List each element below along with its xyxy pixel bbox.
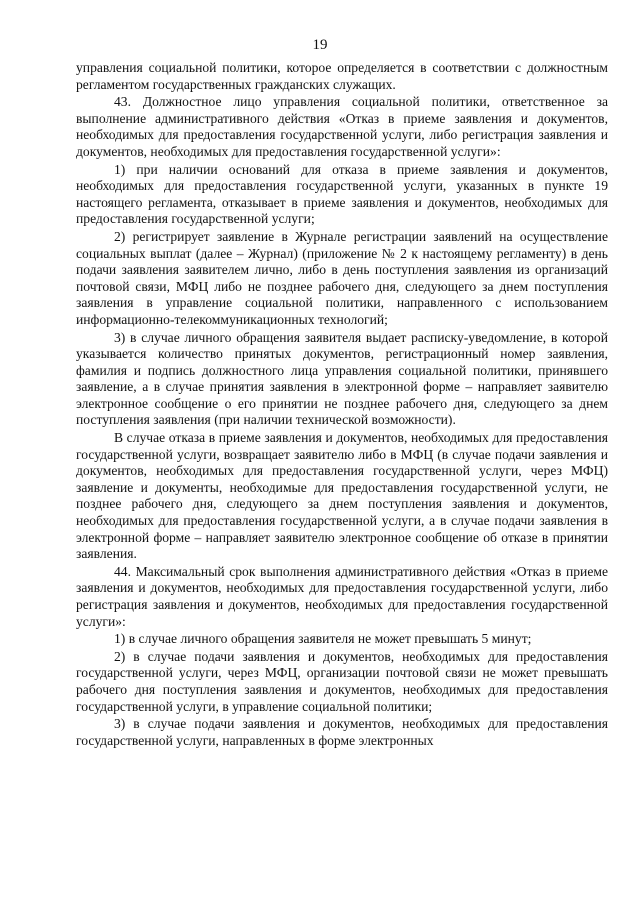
paragraph-44-subitem-1: 1) в случае личного обращения заявителя не может превышать 5 минут; <box>114 631 532 647</box>
paragraph-44-subitem-3: 3) в случае подачи заявления и документов, необходимых для предоставления государственной услуги, направленных в форме электронных <box>76 716 608 748</box>
paragraph-43-subitem-1: 1) при наличии оснований для отказа в приеме заявления и документов, необходимых для предоставления государственной услуги, указанных в пункте 19 настоящего регламента, отказывает в приеме заявления и документов, необходимых для предоставления государственной услуги; <box>76 161 608 227</box>
paragraph-item-44: 44. Максимальный срок выполнения административного действия «Отказ в приеме заявления и документов, необходимых для предоставления государственной услуги, либо регистрация заявления и документов, необходимых для предоставления государственной услуги»: <box>76 563 608 629</box>
document-body <box>76 60 608 749</box>
paragraph-continuation: управления социальной политики, которое определяется в соответствии с должностным регламентом государственных гражданских служащих. <box>76 60 608 92</box>
paragraph-refusal-case: В случае отказа в приеме заявления и документов, необходимых для предоставления государственной услуги, возвращает заявителю либо в МФЦ (в случае подачи заявления и документов, необходимых для предоставления государственной услуги, через МФЦ) заявление и документы, необходимые для предоставления государственной услуги, не позднее рабочего дня, следующего за днем поступления заявления и документов, необходимых для предоставления государственной услуги, а в случае подачи заявления в электронной форме – направляет заявителю электронное сообщение об отказе в принятии заявления. <box>76 430 608 562</box>
paragraph-43-subitem-3: 3) в случае личного обращения заявителя выдает расписку-уведомление, в которой указывается количество принятых документов, регистрационный номер заявления, фамилия и подпись должностного лица управления социальной политики, принявшего заявление, а в случае принятия заявления в электронной форме – направляет заявителю электронное сообщение о его принятии не позднее рабочего дня, следующего за днем поступления заявления (при наличии технической возможности). <box>76 329 608 428</box>
paragraph-44-subitem-2: 2) в случае подачи заявления и документов, необходимых для предоставления государственной услуги, через МФЦ, организации почтовой связи не может превышать рабочего дня поступления заявления и документов, необходимых для предоставления государственной услуги, в управление социальной политики; <box>76 648 608 714</box>
paragraph-43-subitem-2: 2) регистрирует заявление в Журнале регистрации заявлений на осуществление социальных выплат (далее – Журнал) (приложение № 2 к настоящему регламенту) в день подачи заявления заявителем лично, либо в день поступления заявления из организаций почтовой связи, МФЦ либо не позднее рабочего дня, следующего за днем поступления заявления в управление социальной политики, направленного с использованием информационно-телекоммуникационных технологий; <box>76 228 608 327</box>
page-number: 19 <box>312 37 328 53</box>
paragraph-item-43: 43. Должностное лицо управления социальной политики, ответственное за выполнение административного действия «Отказ в приеме заявления и документов, необходимых для предоставления государственной услуги, либо регистрация заявления и документов, необходимых для предоставления государственной услуги»: <box>76 94 608 159</box>
